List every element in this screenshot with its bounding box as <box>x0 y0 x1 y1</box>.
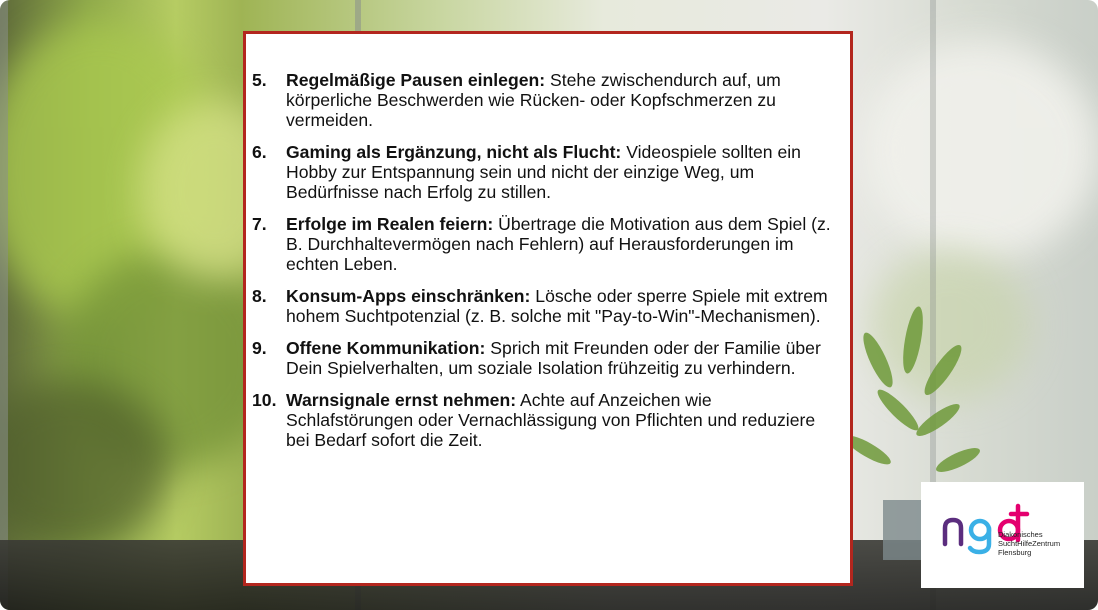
item-title: Erfolge im Realen feiern: <box>286 214 494 234</box>
item-text: Stehe zwischendurch auf, um körperliche Beschwerden wie Rücken- oder Kopfschmerzen zu vermeiden. <box>286 70 781 130</box>
logo-line: SuchtHilfeZentrum <box>998 539 1061 548</box>
logo-line: Flensburg <box>998 548 1032 557</box>
list-item <box>252 286 842 326</box>
item-text: Übertrage die Motivation aus dem Spiel (z. B. Durchhaltevermögen nach Fehlern) auf Herausforderungen im echten Leben. <box>286 214 831 274</box>
item-number: 6. <box>252 142 267 162</box>
item-number: 8. <box>252 286 267 306</box>
item-title: Regelmäßige Pausen einlegen: <box>286 70 546 90</box>
item-number: 7. <box>252 214 267 234</box>
list-item <box>252 214 842 274</box>
item-number: 5. <box>252 70 267 90</box>
tips-card <box>243 31 853 586</box>
ngd-logo <box>921 482 1084 588</box>
list-item <box>252 390 842 450</box>
logo-text <box>998 530 1078 557</box>
item-title: Konsum-Apps einschränken: <box>286 286 531 306</box>
tips-list <box>252 70 842 462</box>
item-text: Sprich mit Freunden oder der Familie über Dein Spielverhalten, um soziale Isolation frühzeitig zu verhindern. <box>286 338 821 378</box>
list-item <box>252 338 842 378</box>
logo-line: Diakonisches <box>998 530 1043 539</box>
item-title: Offene Kommunikation: <box>286 338 486 358</box>
item-text: Videospiele sollten ein Hobby zur Entspannung sein und nicht der einzige Weg, um Bedürfnisse nach Erfolg zu stillen. <box>286 142 801 202</box>
item-text: Lösche oder sperre Spiele mit extrem hohem Suchtpotenzial (z. B. solche mit "Pay-to-Win"-Mechanismen). <box>286 286 828 326</box>
item-title: Gaming als Ergänzung, nicht als Flucht: <box>286 142 622 162</box>
item-title: Warnsignale ernst nehmen: <box>286 390 517 410</box>
list-item <box>252 70 842 130</box>
item-text: Achte auf Anzeichen wie Schlafstörungen oder Vernachlässigung von Pflichten und reduziere bei Bedarf sofort die Zeit. <box>286 390 816 450</box>
list-item <box>252 142 842 202</box>
item-number: 9. <box>252 338 267 358</box>
item-number: 10. <box>252 390 277 410</box>
